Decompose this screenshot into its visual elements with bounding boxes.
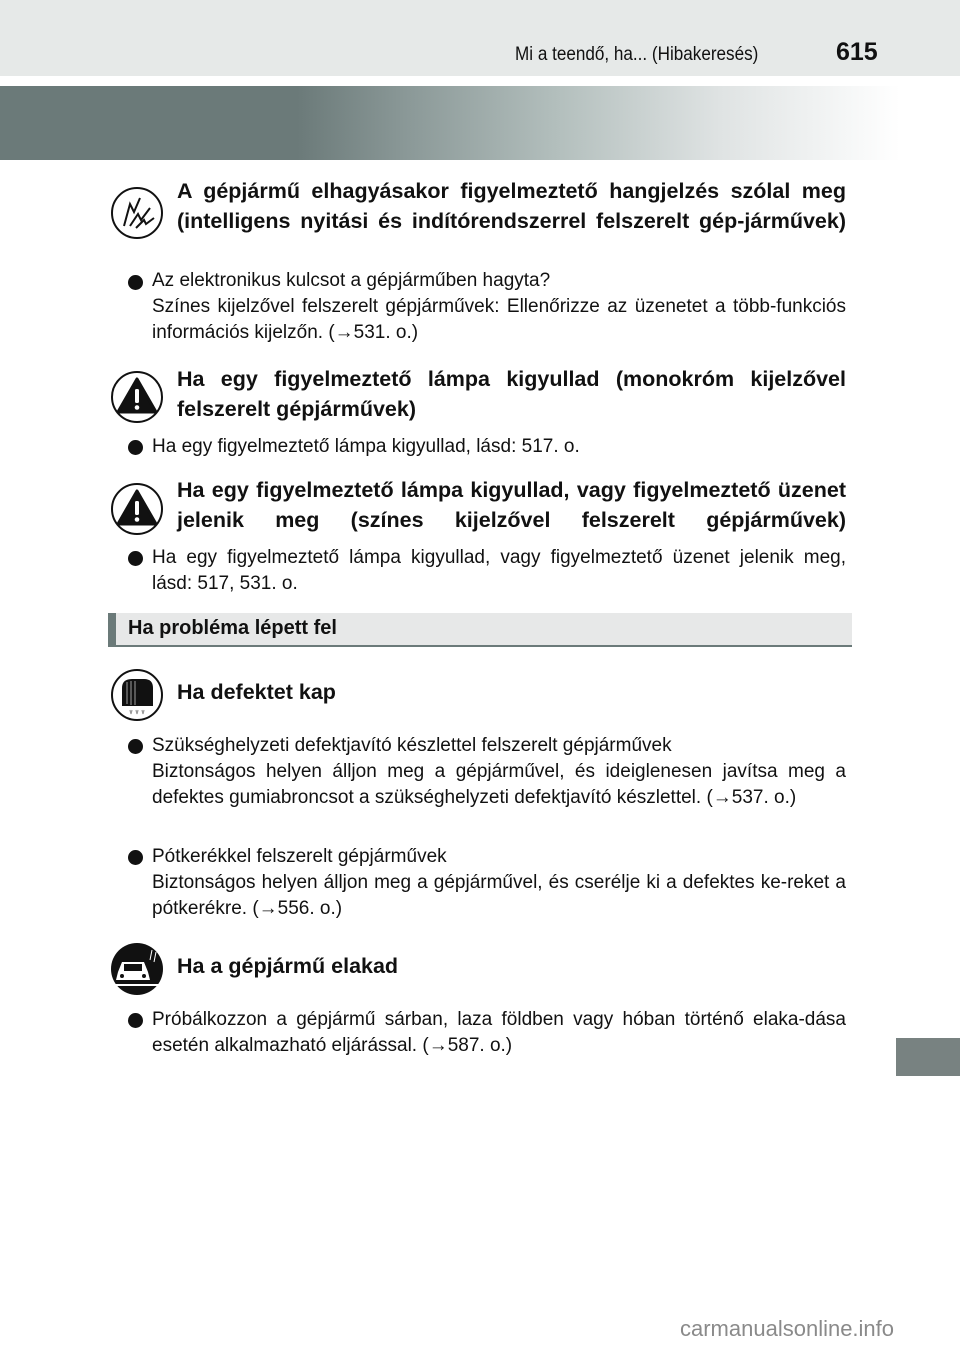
page-number: 615 xyxy=(836,38,878,66)
heading-flat-tire: Ha defektet kap xyxy=(177,680,336,704)
watermark: carmanualsonline.info xyxy=(680,1316,895,1341)
section-title: Ha probléma lépett fel xyxy=(128,617,337,639)
bullet-icon xyxy=(128,1013,143,1028)
header-gradient-band xyxy=(0,86,900,160)
bullet-text: Ha egy figyelmeztető lámpa kigyullad, vagy figyelmeztető üzenet jelenik meg, lásd: 517, 531. o. xyxy=(152,547,846,594)
bullet-icon xyxy=(128,551,143,566)
bullet-text: Próbálkozzon a gépjármű sárban, laza földben vagy hóban történő elaka-dása esetén alkalmazható eljárással. (→587. o.) xyxy=(152,1009,846,1056)
heading-stuck-vehicle: Ha a gépjármű elakad xyxy=(177,954,399,978)
bullet-icon xyxy=(128,275,143,290)
bullet-text: Az elektronikus kulcsot a gépjárműben hagyta? Színes kijelzővel felszerelt gépjárművek: Ellenőrizze az üzenetet a több-funkciós információs kijelzőn. (→531. o.) xyxy=(152,270,846,343)
chapter-thumb-tab xyxy=(896,1038,960,1076)
bullet-icon xyxy=(128,850,143,865)
bullet-text: Ha egy figyelmeztető lámpa kigyullad, lásd: 517. o. xyxy=(152,436,580,457)
key-beep-icon xyxy=(110,186,164,240)
running-title: Mi a teendő, ha... (Hibakeresés) xyxy=(514,44,758,65)
section-header xyxy=(108,613,852,647)
heading-warning-light-mono: Ha egy figyelmeztető lámpa kigyullad (monokróm kijelzővel felszerelt gépjárművek) xyxy=(177,367,846,421)
bullet-icon xyxy=(128,739,143,754)
bullet-icon xyxy=(128,440,143,455)
warning-triangle-icon xyxy=(110,370,164,424)
flat-tire-icon xyxy=(110,668,164,722)
stuck-car-icon xyxy=(110,942,164,996)
bullet-text: Szükséghelyzeti defektjavító készlettel felszerelt gépjárművek Biztonságos helyen álljon meg a gépjárművel, és ideiglenesen javítsa meg a defektes gumiabroncsot a szükséghelyzeti defektjavító készlettel. (→537. o.) xyxy=(152,735,846,808)
page-header xyxy=(0,0,960,76)
heading-key-left-warning: A gépjármű elhagyásakor figyelmeztető hangjelzés szólal meg (intelligens nyitási és indítórendszerrel felszerelt gép-járművek) xyxy=(177,179,846,233)
warning-triangle-icon xyxy=(110,482,164,536)
heading-warning-light-color: Ha egy figyelmeztető lámpa kigyullad, vagy figyelmeztető üzenet jelenik meg (színes kijelzővel felszerelt gépjárművek) xyxy=(177,478,846,532)
bullet-text: Pótkerékkel felszerelt gépjárművek Biztonságos helyen álljon meg a gépjárművel, és cserélje ki a defektes ke-reket a pótkerékre. (→556. o.) xyxy=(152,846,846,919)
